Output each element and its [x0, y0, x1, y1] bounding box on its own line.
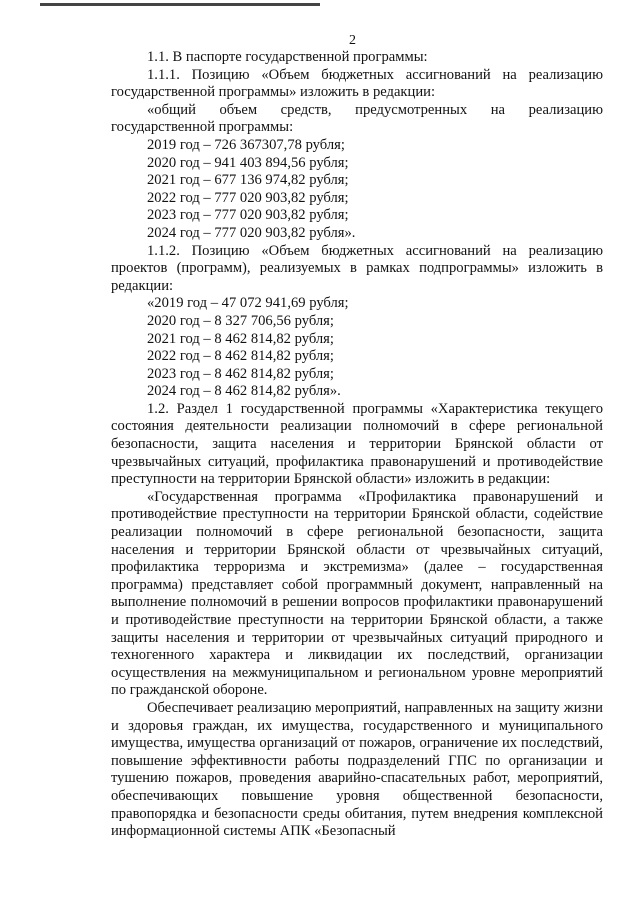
funding-line: 2022 год – 8 462 814,82 рубля; [147, 348, 334, 365]
funding-line: 2021 год – 677 136 974,82 рубля; [147, 172, 349, 189]
paragraph: «Государственная программа «Профилактика правонарушений и противодействие преступности на территории Брянской области, содействие реализации полномочий в сфере региональной безопасности, защита населения и территории Брянской области от чрезвычайных ситуаций, профилактика терроризма и экстремизма» (далее – государственная программа) представляет собой программный документ, направленный на выполнение полномочий в решении вопросов профилактики правонарушений и противодействие преступности на территории Брянской области, а также защиты населения и территории от чрезвычайных ситуаций природного и техногенного характера и ликвидации их последствий, организации осуществления на межмуниципальном и региональном уровне мероприятий по гражданской обороне. [111, 488, 603, 699]
funding-line: 2024 год – 8 462 814,82 рубля». [147, 383, 341, 400]
funding-line: 2022 год – 777 020 903,82 рубля; [147, 189, 349, 206]
top-border-line [40, 3, 320, 6]
paragraph: 1.2. Раздел 1 государственной программы «Характеристика текущего состояния деятельности реализации полномочий в сфере региональной безопасности, защита населения и территории Брянской области от чрезвычайных ситуаций, профилактика правонарушений и противодействие преступности на территории Брянской области» изложить в редакции: [111, 400, 603, 488]
paragraph: 1.1.1. Позицию «Объем бюджетных ассигнований на реализацию государственной программы» изложить в редакции: [111, 66, 603, 101]
funding-line: 2020 год – 8 327 706,56 рубля; [147, 312, 334, 329]
paragraph: 1.1.2. Позицию «Объем бюджетных ассигнований на реализацию проектов (программ), реализуемых в рамках подпрограммы» изложить в редакции: [111, 242, 603, 294]
funding-line: 2021 год – 8 462 814,82 рубля; [147, 330, 334, 347]
funding-line: 2019 год – 726 367307,78 рубля; [147, 136, 345, 153]
funding-line: 2023 год – 777 020 903,82 рубля; [147, 207, 349, 224]
funding-line: 2020 год – 941 403 894,56 рубля; [147, 154, 349, 171]
document-body [111, 49, 603, 841]
paragraph: Обеспечивает реализацию мероприятий, направленных на защиту жизни и здоровья граждан, их имущества, государственного и муниципального имущества, имущества организаций от пожаров, ограничение их последствий, повышение эффективности работы подразделений ГПС по организации и тушению пожаров, проведения аварийно-спасательных работ, мероприятий, обеспечивающих повышение уровня общественной безопасности, правопорядка и безопасности среды обитания, путем внедрения комплексной информационной системы АПК «Безопасный [111, 699, 603, 840]
paragraph: 1.1. В паспорте государственной программы: [147, 49, 428, 65]
funding-line: 2023 год – 8 462 814,82 рубля; [147, 365, 334, 382]
funding-line: «2019 год – 47 072 941,69 рубля; [147, 295, 349, 312]
paragraph: «общий объем средств, предусмотренных на реализацию государственной программы: [111, 101, 603, 136]
funding-line: 2024 год – 777 020 903,82 рубля». [147, 224, 356, 241]
page-number: 2 [349, 33, 356, 48]
